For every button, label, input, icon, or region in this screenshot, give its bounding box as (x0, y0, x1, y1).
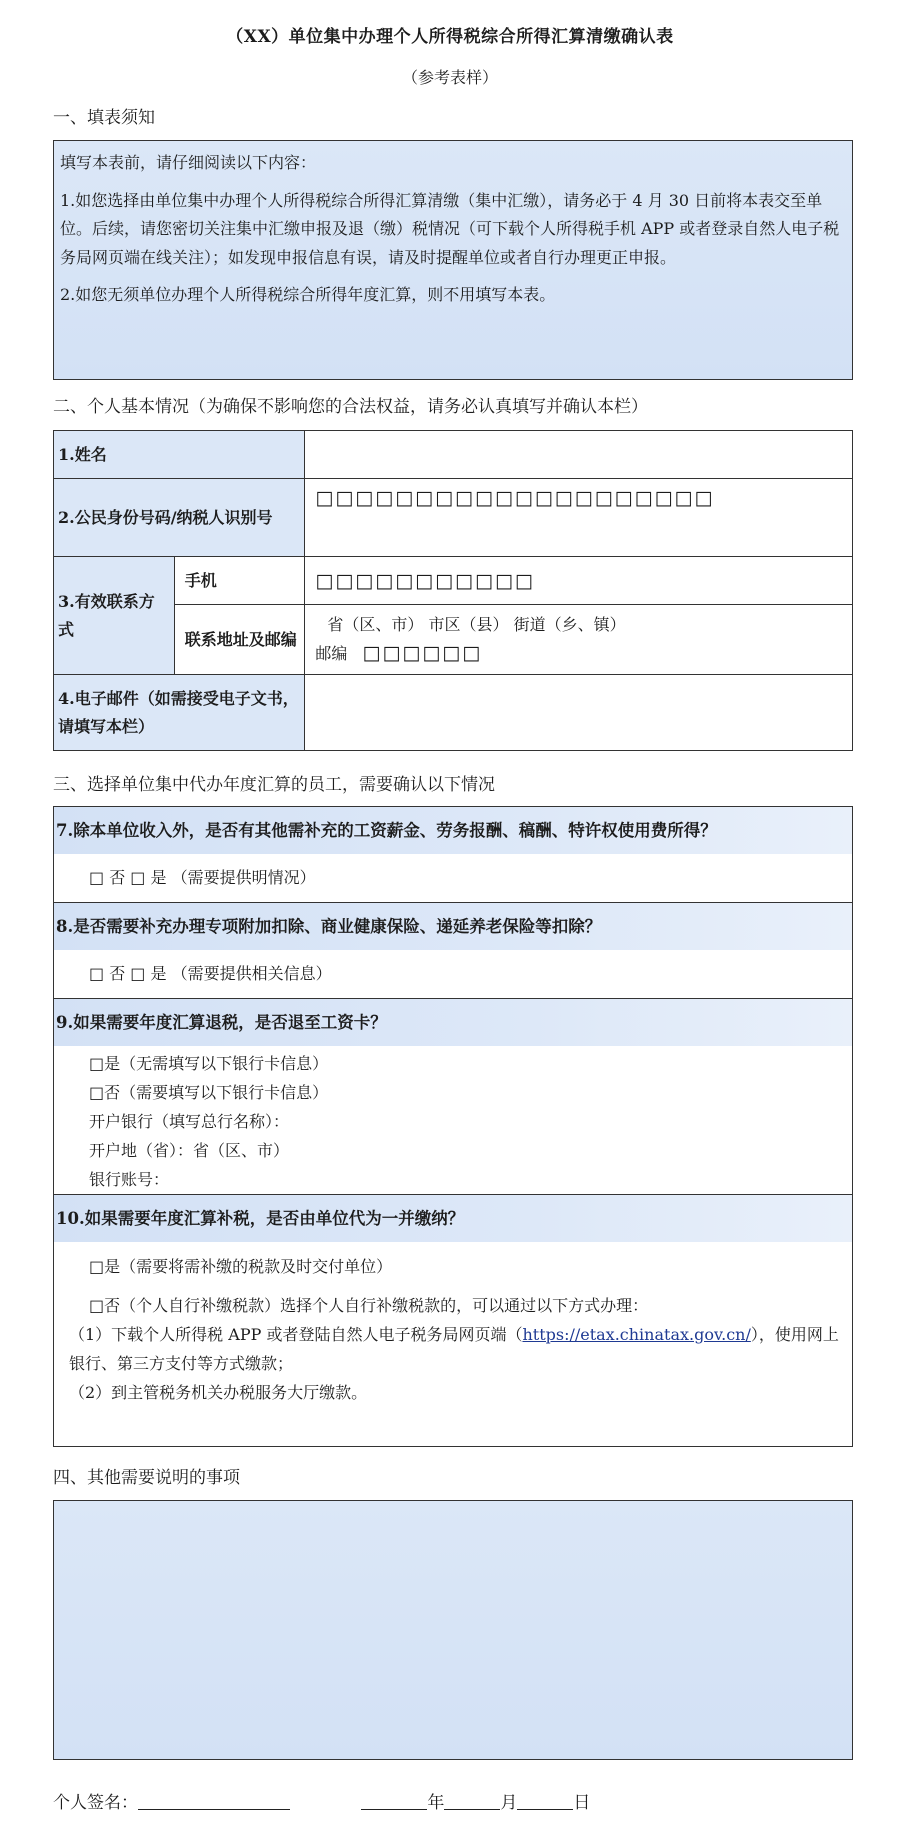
signature-line[interactable] (138, 1792, 290, 1810)
section4-heading: 四、其他需要说明的事项 (53, 1468, 240, 1488)
q7-question: 7.除本单位收入外，是否有其他需补充的工资薪金、劳务报酬、稿酬、特许权使用费所得？ (54, 806, 852, 854)
q10-way-1-pre: （1）下载个人所得税 APP 或者登陆自然人电子税务局网页端（ (69, 1325, 523, 1344)
postcode-boxes: □□□□□□ (362, 642, 483, 664)
notice-intro: 填写本表前，请仔细阅读以下内容： (60, 153, 317, 172)
email-field[interactable] (305, 675, 853, 751)
q10-body (54, 1242, 852, 1446)
postcode-label: 邮编 (315, 644, 348, 663)
phone-field[interactable] (305, 557, 853, 605)
month-label: 月 (500, 1793, 518, 1813)
day-line[interactable] (517, 1792, 573, 1810)
q9-bank: 开户银行（填写总行名称）： (89, 1112, 290, 1131)
postcode-line (315, 639, 842, 668)
day-label: 日 (573, 1793, 591, 1813)
address-label: 联系地址及邮编 (174, 605, 305, 675)
basic-info-table (53, 430, 853, 751)
q8-question: 8.是否需要补充办理专项附加扣除、商业健康保险、递延养老保险等扣除？ (54, 902, 852, 950)
section1-heading: 一、填表须知 (53, 108, 155, 128)
signature-row (53, 1788, 590, 1813)
form-title: （XX）单位集中办理个人所得税综合所得汇算清缴确认表 (226, 27, 674, 47)
phone-boxes: □□□□□□□□□□□ (315, 569, 535, 592)
q9-account: 银行账号： (89, 1170, 170, 1189)
address-line: 省（区、市） 市区（县） 街道（乡、镇） (327, 615, 626, 634)
name-field[interactable] (305, 431, 853, 479)
notice-box (53, 140, 853, 380)
form-subtitle: （参考表样） (401, 68, 498, 87)
q10-option-no[interactable]: □否（个人自行补缴税款）选择个人自行补缴税款的，可以通过以下方式办理： (89, 1296, 649, 1315)
section3-heading: 三、选择单位集中代办年度汇算的员工，需要确认以下情况 (53, 775, 495, 795)
q9-option-no[interactable]: □否（需要填写以下银行卡信息） (89, 1083, 329, 1102)
contact-label: 3.有效联系方式 (54, 557, 175, 675)
name-label: 1.姓名 (54, 431, 305, 479)
q10-way-1 (69, 1320, 848, 1378)
q9-question: 9.如果需要年度汇算退税，是否退至工资卡？ (54, 998, 852, 1046)
id-label: 2.公民身份号码/纳税人识别号 (54, 479, 305, 557)
notice-item-2: 2.如您无须单位办理个人所得税综合所得年度汇算，则不用填写本表。 (60, 285, 556, 304)
q9-body (54, 1046, 852, 1194)
q10-option-yes[interactable]: □是（需要将需补缴的税款及时交付单位） (89, 1257, 393, 1276)
q8-options[interactable]: □ 否 □ 是 （需要提供相关信息） (89, 964, 332, 983)
q10-question: 10.如果需要年度汇算补税，是否由单位代为一并缴纳？ (54, 1194, 852, 1242)
year-line[interactable] (361, 1792, 427, 1810)
id-field[interactable] (305, 479, 853, 557)
month-line[interactable] (444, 1792, 500, 1810)
phone-label: 手机 (174, 557, 305, 605)
notice-item-1: 1.如您选择由单位集中办理个人所得税综合所得汇算清缴（集中汇缴），请务必于 4 月 30 日前将本表交至单位。后续，请您密切关注集中汇缴申报及退（缴）税情况（可下载个人所得税手机 APP 或者登录自然人电子税务局网页端在线关注）；如发现申报信息有误，请及时提醒单位或者自行办理更正申报。 (60, 190, 840, 267)
q10-way-1-post: ），使用网上银行、第三方支付等方式缴款； (69, 1325, 839, 1373)
q7-options[interactable]: □ 否 □ 是 （需要提供明情况） (89, 868, 316, 887)
q10-way-2: （2）到主管税务机关办税服务大厅缴款。 (69, 1383, 368, 1402)
etax-link[interactable]: https://etax.chinatax.gov.cn/ (522, 1325, 751, 1344)
section2-heading: 二、个人基本情况（为确保不影响您的合法权益，请务必认真填写并确认本栏） (53, 397, 648, 417)
questions-box (53, 806, 853, 1447)
id-boxes: □□□□□□□□□□□□□□□□□□□□ (315, 487, 715, 509)
email-label: 4.电子邮件（如需接受电子文书，请填写本栏） (54, 675, 305, 751)
remarks-box[interactable] (53, 1500, 853, 1760)
address-field[interactable] (305, 605, 853, 675)
signature-label: 个人签名： (53, 1793, 138, 1813)
q9-place: 开户地（省）：省（区、市） (89, 1141, 290, 1160)
q9-option-yes[interactable]: □是（无需填写以下银行卡信息） (89, 1054, 329, 1073)
year-label: 年 (427, 1793, 445, 1813)
